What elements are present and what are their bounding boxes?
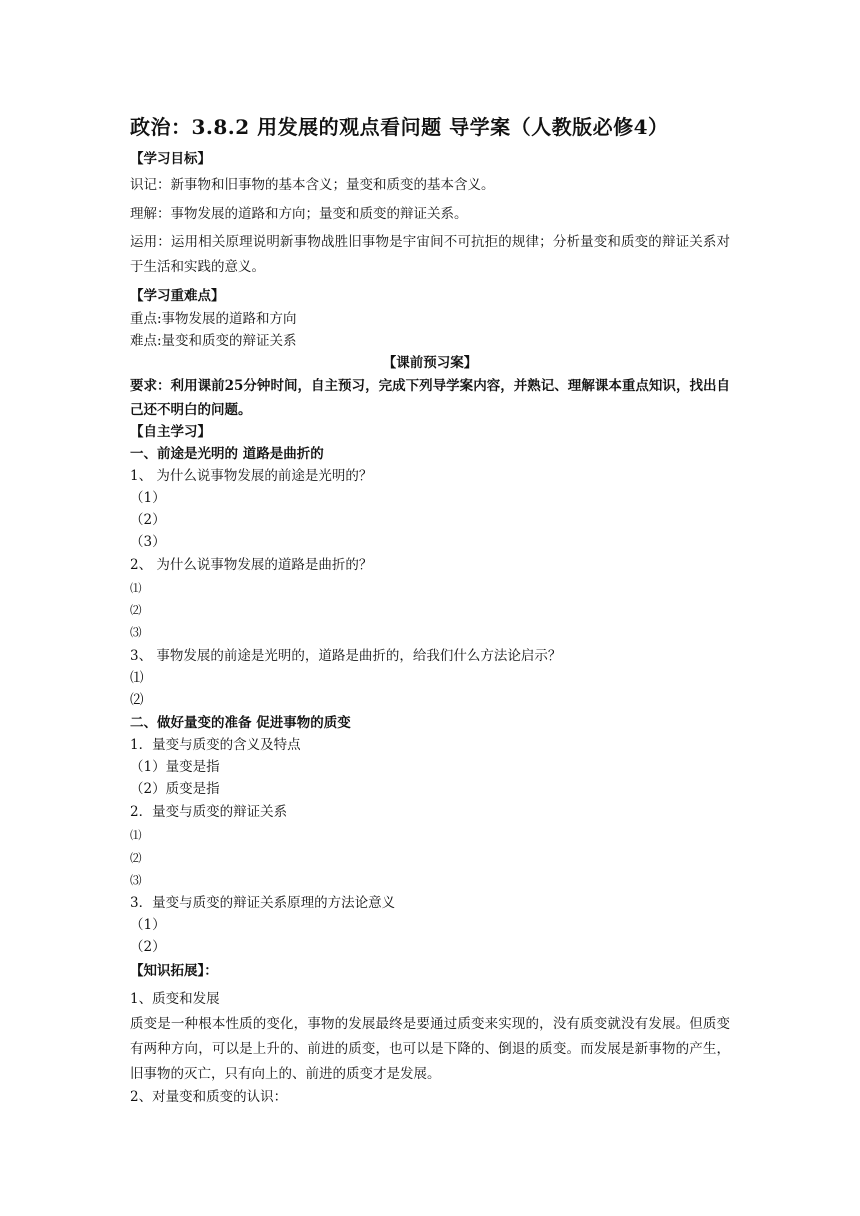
preview-heading: 【课前预习案】 bbox=[382, 355, 478, 371]
extension-1-body: 质变是一种根本性质的变化，事物的发展最终是要通过质变来实现的，没有质变就没有发展。但质变有两种方向，可以是上升的、前进的质变，也可以是下降的、倒退的质变。而发展是新事物的产生，旧事物的灭亡，只有向上的、前进的质变才是发展。 bbox=[130, 1016, 730, 1082]
answer-line: （3） bbox=[130, 534, 166, 550]
answer-line: ⑴ bbox=[130, 581, 142, 595]
section2-question-3: 3．量变与质变的辩证关系原理的方法论意义 bbox=[130, 895, 396, 911]
section1-heading: 一、前途是光明的 道路是曲折的 bbox=[130, 446, 324, 462]
section2-question-1: 1．量变与质变的含义及特点 bbox=[130, 737, 301, 753]
answer-line: ⑵ bbox=[130, 851, 142, 865]
answer-line: ⑶ bbox=[130, 625, 142, 639]
self-study-heading: 【自主学习】 bbox=[130, 424, 211, 440]
answer-line: （1） bbox=[130, 917, 166, 933]
answer-line: ⑵ bbox=[130, 603, 142, 617]
answer-line: （2） bbox=[130, 939, 166, 955]
difficult-point: 难点:量变和质变的辩证关系 bbox=[130, 333, 297, 349]
section2-question-2: 2．量变与质变的辩证关系 bbox=[130, 804, 288, 820]
difficulty-heading: 【学习重难点】 bbox=[130, 288, 225, 304]
goal-understand: 理解：事物发展的道路和方向；量变和质变的辩证关系。 bbox=[130, 206, 468, 222]
answer-line: ⑵ bbox=[130, 692, 144, 708]
answer-line: ⑴ bbox=[130, 670, 144, 686]
answer-line: （1）量变是指 bbox=[130, 759, 220, 775]
answer-line: （2）质变是指 bbox=[130, 781, 220, 797]
extension-1-title: 1、质变和发展 bbox=[130, 991, 220, 1007]
question-3: 3、 事物发展的前途是光明的，道路是曲折的，给我们什么方法论启示？ bbox=[130, 648, 562, 664]
goal-memory: 识记：新事物和旧事物的基本含义；量变和质变的基本含义。 bbox=[130, 177, 495, 193]
question-1: 1、 为什么说事物发展的前途是光明的？ bbox=[130, 468, 373, 484]
answer-line: ⑶ bbox=[130, 873, 142, 887]
answer-line: ⑴ bbox=[130, 828, 142, 842]
question-2: 2、 为什么说事物发展的道路是曲折的？ bbox=[130, 557, 373, 573]
extension-2-title: 2、对量变和质变的认识： bbox=[130, 1089, 288, 1105]
answer-line: （2） bbox=[130, 512, 166, 528]
goals-heading: 【学习目标】 bbox=[130, 151, 211, 167]
requirement-text: 要求：利用课前25分钟时间，自主预习，完成下列导学案内容，并熟记、理解课本重点知识，找出自己还不明白的问题。 bbox=[130, 378, 730, 418]
goal-apply: 运用：运用相关原理说明新事物战胜旧事物是宇宙间不可抗拒的规律；分析量变和质变的辩证关系对于生活和实践的意义。 bbox=[130, 234, 730, 275]
section2-heading: 二、做好量变的准备 促进事物的质变 bbox=[130, 715, 351, 731]
answer-line: （1） bbox=[130, 490, 166, 506]
key-point: 重点:事物发展的道路和方向 bbox=[130, 311, 297, 327]
extension-heading: 【知识拓展】： bbox=[130, 963, 218, 979]
document-title: 政治：3.8.2 用发展的观点看问题 导学案（人教版必修4） bbox=[130, 115, 669, 139]
